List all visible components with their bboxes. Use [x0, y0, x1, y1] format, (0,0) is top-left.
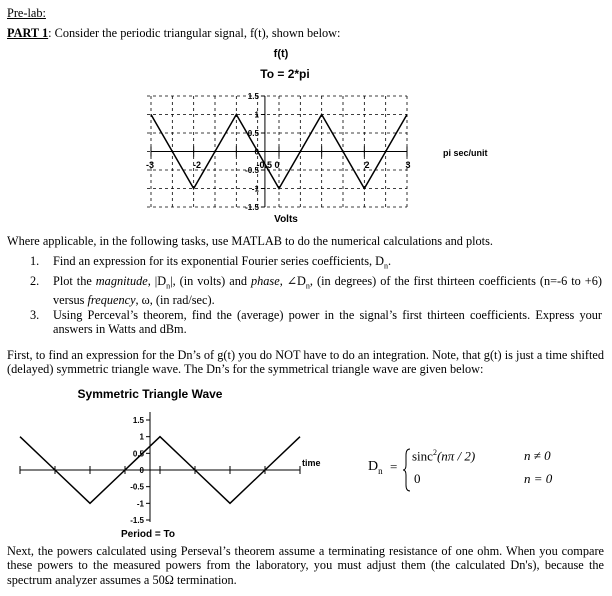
- eq-case1-condition: n ≠ 0: [524, 448, 551, 463]
- chart1-title: f(t): [273, 48, 289, 60]
- chart2-title: Symmetric Triangle Wave: [77, 387, 223, 401]
- chart2-xlabel: time: [302, 458, 321, 468]
- task-item-2: 2. Plot the magnitude, $|D_n|$, (in volts) and phase, $\angle D_n$, (in degrees) of the first thirteen coefficients (n=-6 to +6) versus frequency, ω, (in rad/sec).: [30, 273, 602, 308]
- chart1-xlabel: pi sec/unit: [443, 148, 488, 158]
- eq-brace: [402, 447, 412, 493]
- eq-equals: =: [390, 459, 398, 474]
- chart1-ytick-label-4: -0.5: [245, 166, 259, 175]
- chart2-ytick-label-2: 0.5: [132, 449, 144, 459]
- eq-case2-condition: n = 0: [524, 471, 553, 486]
- dn-equation: [368, 447, 568, 497]
- part-label: PART 1: [7, 26, 49, 40]
- task-item-1: 1. Find an expression for its exponential Fourier series coefficients, $D_n$.: [30, 254, 392, 271]
- paragraph-matlab: Where applicable, in the following tasks, use MATLAB to do the numerical calculations and plots.: [7, 234, 493, 248]
- chart1-ytick-label-1: 1: [254, 110, 259, 120]
- paragraph-dn-expression: First, to find an expression for the Dn’s of g(t) you do NOT have to do an integration. Note, that g(t) is just a time shifted (delayed) symmetric triangle wave. The Dn’s for the symmetrical triangle wave are given below:: [7, 348, 604, 377]
- chart2-ytick-label-5: -1: [136, 499, 144, 509]
- chart2-ytick-label-6: -1.5: [130, 516, 144, 525]
- chart1-xtick-2: 2: [364, 160, 370, 170]
- chart2-ytick-label-4: -0.5: [130, 482, 144, 492]
- chart1-ytick-label-3: 0: [254, 147, 259, 157]
- chart1-subtitle: To = 2*pi: [260, 67, 310, 81]
- chart1-ytick-label-2: 0.5: [247, 129, 259, 138]
- chart1-axes: [151, 96, 407, 207]
- chart1-ylabel: Volts: [274, 214, 298, 225]
- chart1-ytick-label-0: 1.5: [247, 92, 259, 101]
- prelab-heading: Pre-lab:: [7, 6, 46, 20]
- chart1-ytick-label-6: -1.5: [245, 203, 259, 212]
- task-item-3: 3. Using Perceval’s theorem, find the (average) power in the signal’s first thirteen coefficients. Express your answers in Watts and dBm.: [30, 307, 602, 336]
- eq-lhs: $D_n$: [368, 459, 383, 476]
- chart1-xtick-3: 3: [405, 160, 411, 170]
- chart1-ytick-label-5: -1: [251, 184, 259, 194]
- part-intro: : Consider the periodic triangular signal, f(t), shown below:: [48, 26, 341, 40]
- chart1-xtick-m2: -2: [192, 160, 202, 170]
- chart2-period-label: Period = To: [121, 529, 175, 540]
- task-list: [30, 254, 602, 336]
- chart1-xtick-m3: -3: [145, 160, 155, 170]
- paragraph-termination: Next, the powers calculated using Perseval’s theorem assume a terminating resistance of one ohm. When you compare these powers to the measured powers from the laboratory, you must adjust them (the calculated Dn's), because the spectrum analyzer assumes a 50Ω termination.: [7, 544, 604, 587]
- chart2-ytick-label-0: 1.5: [132, 416, 144, 425]
- chart2-ytick-label-3: 0: [139, 466, 144, 475]
- chart2-ytick-label-1: 1: [139, 432, 144, 442]
- chart1-xtick-center: -0.5 0: [256, 160, 280, 170]
- triangle-signal-chart: [0, 0, 612, 240]
- eq-case1: sinc$^2$(nπ / 2): [412, 448, 476, 464]
- eq-case2: 0: [414, 471, 421, 486]
- chart2-axes: [20, 412, 300, 522]
